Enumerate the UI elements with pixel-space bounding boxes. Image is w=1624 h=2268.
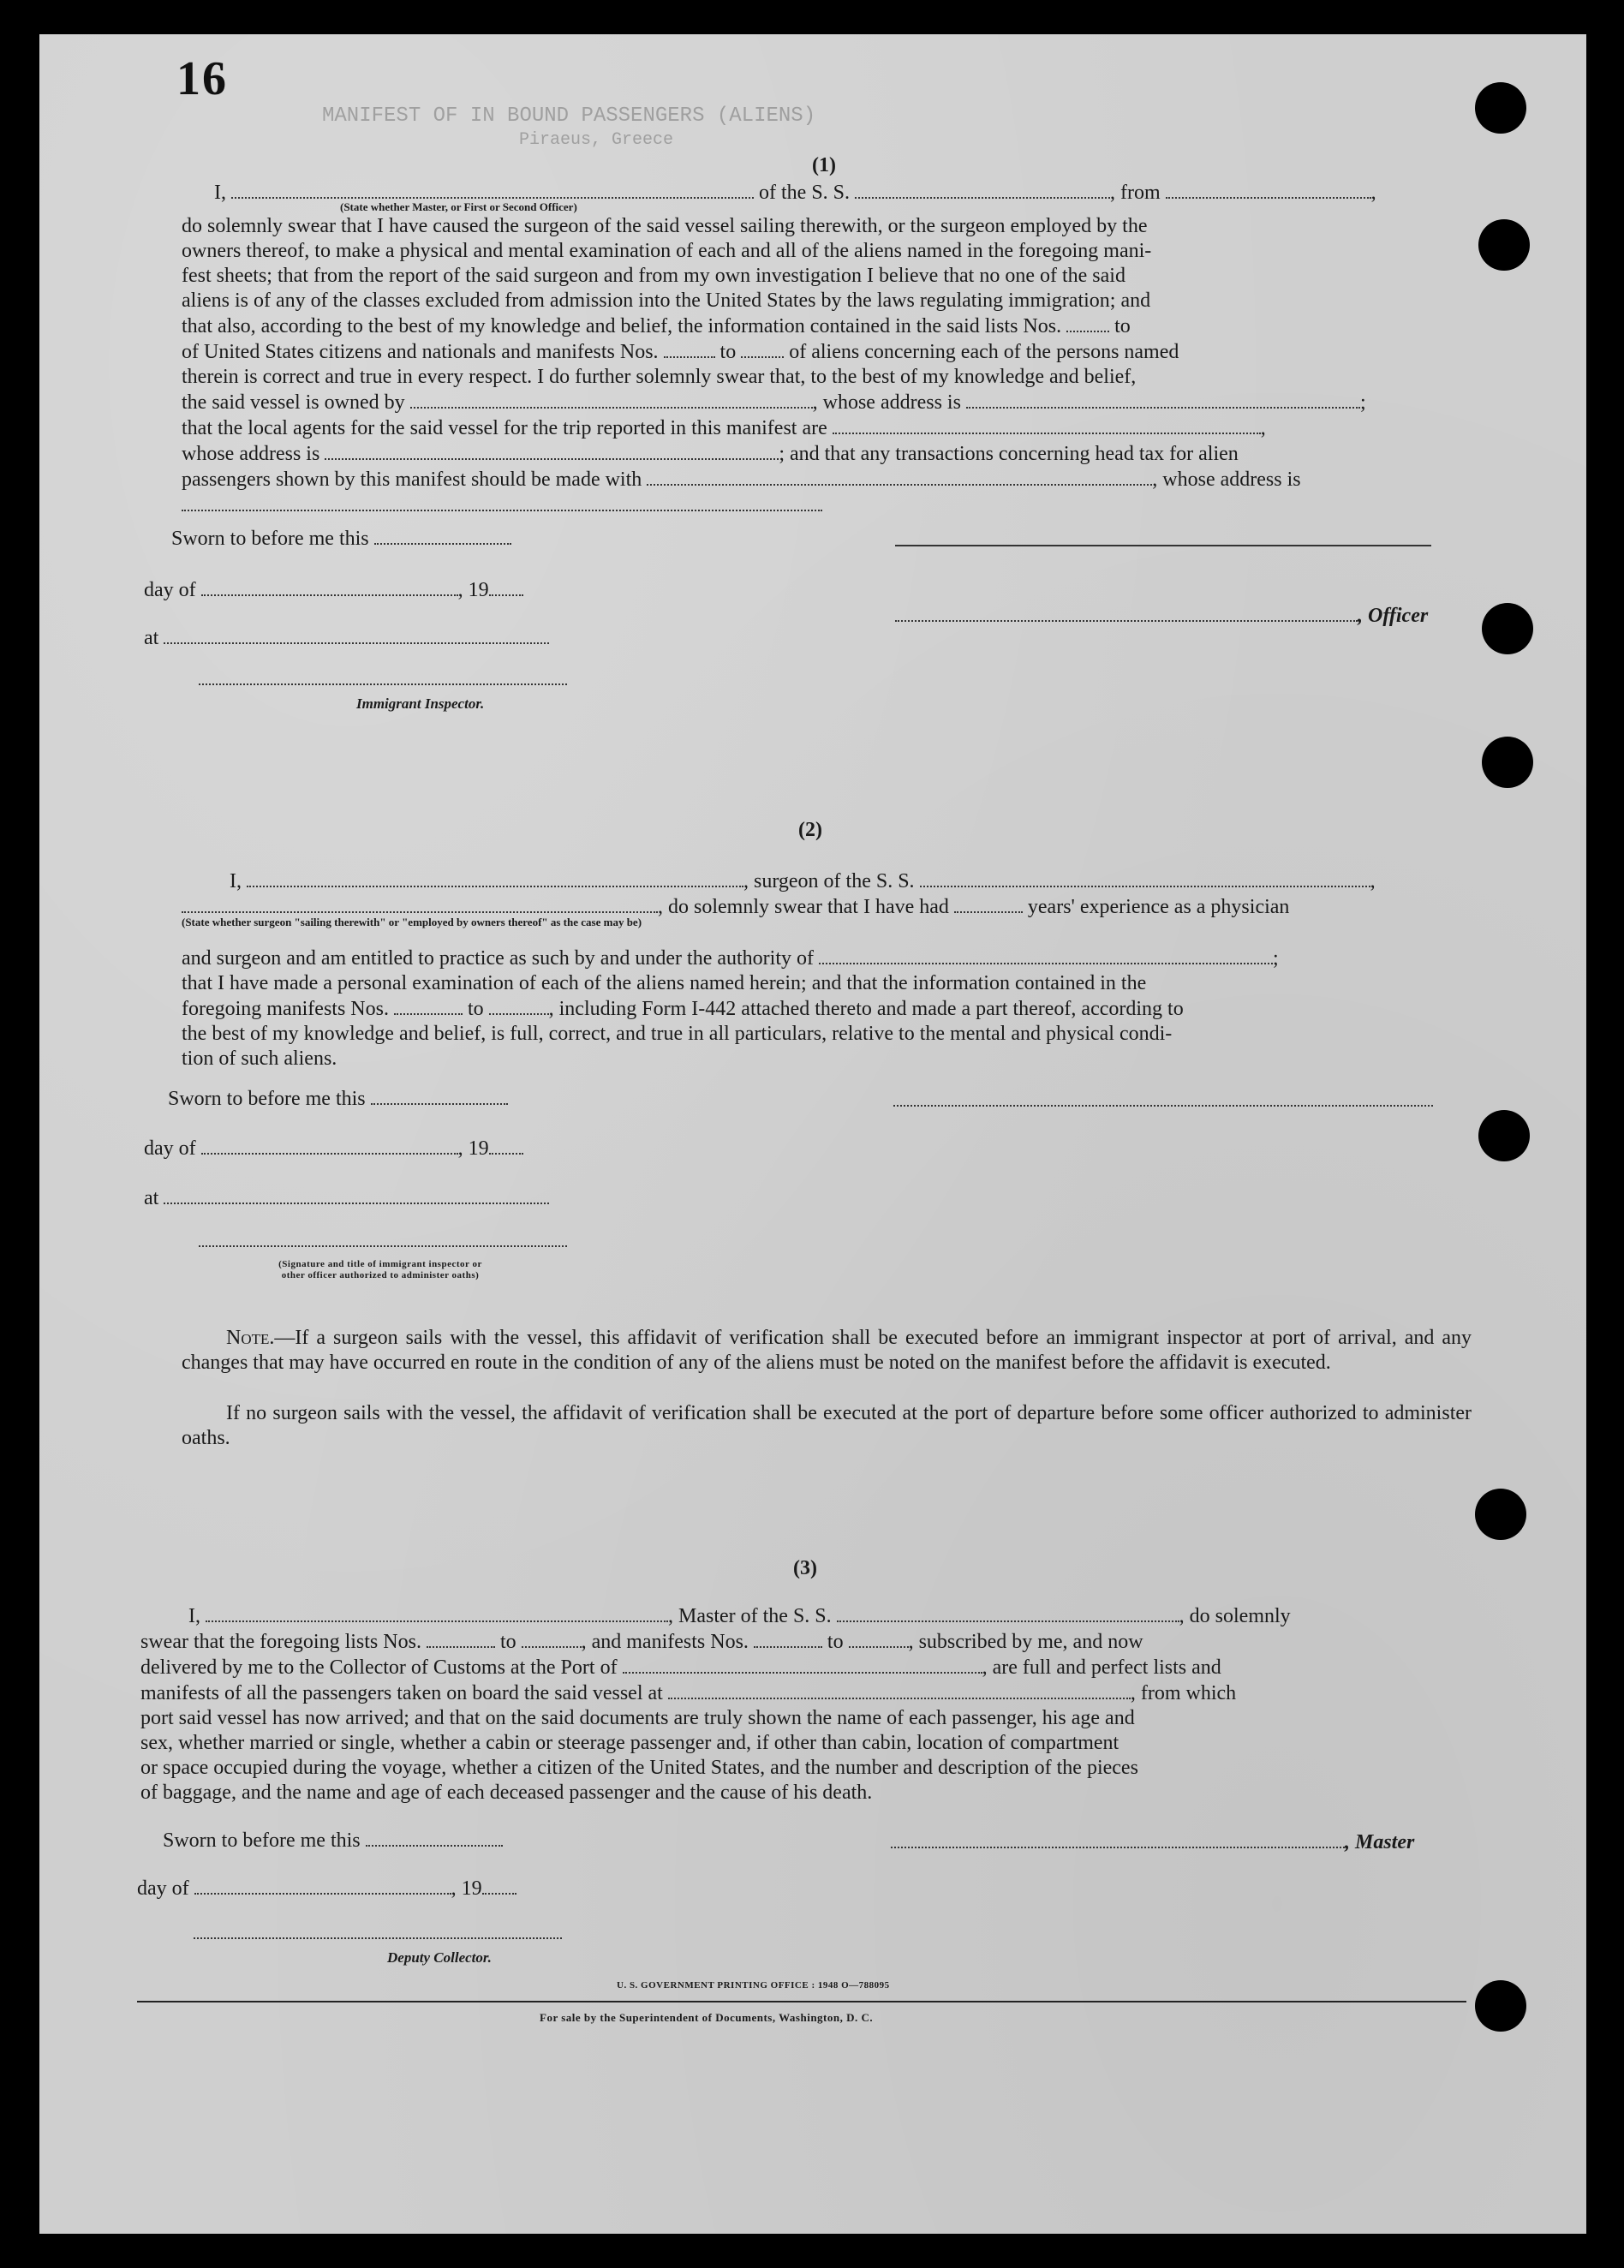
text: (Signature and title of immigrant inspector or [278, 1259, 482, 1269]
year-blank [482, 1876, 516, 1895]
oath-line [140, 1655, 1470, 1680]
year-blank [489, 577, 523, 596]
section-3-heading: (3) [793, 1557, 817, 1579]
day-blank [201, 1136, 458, 1155]
text: ; and that any transactions concerning head tax for alien [779, 443, 1239, 465]
text: , subscribed by me, and now [908, 1631, 1143, 1653]
oath-line: fest sheets; that from the report of the said surgeon and from my own investigation I believe that no one of the said [182, 265, 1125, 287]
year-blank [489, 1136, 523, 1155]
authority-blank [819, 946, 1273, 964]
text: whose address is [182, 443, 320, 465]
section-2-day [144, 1136, 523, 1161]
binder-hole [1482, 737, 1533, 788]
vessel-blank [837, 1603, 1179, 1622]
binder-hole [1475, 82, 1526, 134]
section-2-at [144, 1185, 549, 1210]
oath-line [182, 339, 1472, 365]
oath-line [140, 1680, 1470, 1706]
text: day of [144, 1137, 196, 1160]
text: to [719, 341, 737, 363]
text: , do solemnly [1179, 1605, 1291, 1627]
oath-line: sex, whether married or single, whether a cabin or steerage passenger and, if other than cabin, location of compartment [140, 1732, 1119, 1754]
text: passengers shown by this manifest should be made with [182, 469, 642, 491]
for-sale-line: For sale by the Superintendent of Documents, Washington, D. C. [540, 2011, 874, 2024]
section-1-heading: (1) [812, 154, 836, 176]
oath-line: of baggage, and the name and age of each deceased passenger and the cause of his death. [140, 1782, 873, 1804]
manifest-form-page [39, 34, 1586, 2234]
text: , from which [1130, 1682, 1237, 1704]
manifest-no-blank [489, 996, 549, 1015]
note-paragraph-1 [182, 1326, 1472, 1376]
surgeon-name-blank [247, 868, 743, 887]
sworn-date-blank [371, 1086, 508, 1105]
sworn-date-blank [374, 526, 511, 545]
owner-blank [410, 390, 813, 409]
section-3-oath [140, 1603, 1470, 1805]
agents-address-blank [325, 441, 779, 460]
oath-line: and surgeon and am entitled to practice as such by and under the authority of ; [182, 947, 1279, 970]
text: of aliens concerning each of the persons named [789, 341, 1179, 363]
text: —If a surgeon sails with the vessel, this affidavit of verification shall be executed before an immigrant inspector at port of arrival, and any changes that may have occurred en route in the condition of any of the aliens must be noted on the manifest before the affidavit is executed. [182, 1327, 1472, 1374]
text: to [1114, 315, 1131, 337]
footer-rule [137, 2001, 1466, 2002]
faded-stamp-line: MANIFEST OF IN BOUND PASSENGERS (ALIENS) [322, 104, 816, 128]
oath-line [182, 996, 1472, 1022]
officer-label: , Officer [1358, 605, 1429, 627]
text: other officer authorized to administer oaths) [281, 1270, 480, 1280]
oath-line [182, 492, 1472, 518]
manifest-no-blank [394, 996, 463, 1015]
master-label: , Master [1345, 1831, 1415, 1853]
text: of United States citizens and nationals and manifests Nos. [182, 341, 659, 363]
officer-note: (State whether Master, or First or Second Officer) [340, 200, 577, 213]
list-no-blank [522, 1629, 582, 1648]
text: , including Form I-442 attached thereto and made a part thereof, according to [548, 998, 1184, 1020]
section-3-master [891, 1829, 1414, 1854]
oath-line: I, , surgeon of the S. S. , [230, 870, 1376, 892]
oath-line: port said vessel has now arrived; and that on the said documents are truly shown the name of each passenger, his age and [140, 1707, 1135, 1729]
text: at [144, 627, 159, 649]
officer-signature-line [895, 545, 1431, 546]
text: foregoing manifests Nos. [182, 998, 389, 1020]
text: Sworn to before me this [168, 1088, 366, 1110]
oath-line: that I have made a personal examination of each of the aliens named herein; and that the information contained in the [182, 972, 1147, 994]
text: , are full and perfect lists and [982, 1656, 1221, 1679]
oath-line: that the local agents for the said vessel for the trip reported in this manifest are , [182, 417, 1266, 439]
text: that the local agents for the said vessel for the trip reported in this manifest are [182, 417, 827, 439]
officer-blank [231, 180, 754, 199]
text: , from [1110, 182, 1161, 204]
surgeon-signature-line [893, 1105, 1433, 1107]
text: of the S. S. [759, 182, 851, 204]
section-1-officer [895, 603, 1428, 628]
text: day of [137, 1877, 189, 1900]
manifest-no-blank [741, 339, 784, 358]
day-blank [201, 577, 458, 596]
text: I, [230, 870, 242, 892]
text: , do solemnly swear that I have had [658, 896, 949, 918]
text: at [144, 1187, 159, 1209]
section-2-sworn [168, 1086, 508, 1111]
vessel-blank [855, 180, 1110, 199]
text: , whose address is [1152, 469, 1301, 491]
collector-signature-line [194, 1937, 562, 1939]
text: to [499, 1631, 516, 1653]
oath-line [140, 1603, 1470, 1629]
text: years' experience as a physician [1027, 896, 1290, 918]
text: I, [188, 1605, 200, 1627]
inspector-signature-line [199, 1245, 567, 1247]
oath-line: aliens is of any of the classes excluded from admission into the United States by the laws regulating immigration; and [182, 289, 1151, 312]
list-no-blank [427, 1629, 495, 1648]
text: , and manifests Nos. [581, 1631, 749, 1653]
binder-hole [1478, 1110, 1530, 1161]
text: , 19 [457, 579, 489, 601]
text: delivered by me to the Collector of Customs at the Port of [140, 1656, 618, 1679]
manifest-no-blank [664, 339, 715, 358]
head-tax-blank [647, 467, 1152, 486]
text: , [1370, 182, 1376, 204]
list-no-blank [1066, 313, 1109, 332]
surgeon-type-blank [182, 894, 658, 913]
text: to [827, 1631, 844, 1653]
oath-line: the best of my knowledge and belief, is full, correct, and true in all particulars, relative to the mental and physical condi- [182, 1023, 1173, 1045]
note-paragraph-2: If no surgeon sails with the vessel, the affidavit of verification shall be executed at the port of departure before some officer authorized to administer oaths. [182, 1402, 1472, 1449]
oath-line [140, 1629, 1470, 1655]
text: , 19 [457, 1137, 489, 1160]
text: that also, according to the best of my knowledge and belief, the information contained in the said lists Nos. [182, 315, 1062, 337]
sworn-date-blank [366, 1828, 503, 1847]
note-label: Note. [226, 1327, 275, 1349]
text: day of [144, 579, 196, 601]
text: , 19 [451, 1877, 482, 1900]
inspector-signature-line [199, 683, 567, 685]
section-1-oath [182, 180, 1472, 518]
text: I, [214, 182, 226, 204]
oath-line [182, 313, 1472, 339]
section-2-heading: (2) [798, 819, 822, 841]
manifest-no-blank [849, 1629, 909, 1648]
section-2-oath [182, 868, 1472, 1071]
collector-label: Deputy Collector. [387, 1949, 492, 1966]
text: , whose address is [812, 391, 961, 414]
binder-hole [1475, 1489, 1526, 1540]
port-blank [623, 1655, 982, 1674]
master-signature-blank [891, 1829, 1345, 1848]
text: , surgeon of the S. S. [743, 870, 915, 892]
text: the said vessel is owned by [182, 391, 405, 414]
master-name-blank [206, 1603, 668, 1622]
binder-hole [1475, 1980, 1526, 2032]
oath-line: owners thereof, to make a physical and mental examination of each and all of the aliens named in the foregoing mani- [182, 240, 1152, 262]
oath-line: or space occupied during the voyage, whether a citizen of the United States, and the number and description of the pieces [140, 1757, 1138, 1779]
head-tax-address-blank [182, 492, 822, 511]
agents-blank [833, 415, 1261, 434]
departure-port-blank [668, 1680, 1131, 1699]
manifest-no-blank [754, 1629, 822, 1648]
officer-blank [895, 603, 1358, 622]
text: to [467, 998, 484, 1020]
day-blank [194, 1876, 451, 1895]
section-1-day [144, 577, 523, 602]
oath-line: do solemnly swear that I have caused the surgeon of the said vessel sailing therewith, or the surgeon employed by the [182, 215, 1148, 237]
text: manifests of all the passengers taken on board the said vessel at [140, 1682, 663, 1704]
at-blank [164, 625, 549, 644]
printing-office-line: U. S. GOVERNMENT PRINTING OFFICE : 1948 O—788095 [617, 1980, 890, 1990]
section-1-sworn [171, 526, 511, 551]
faded-stamp-line: Piraeus, Greece [519, 130, 674, 150]
vessel-blank [920, 868, 1370, 887]
oath-line: the said vessel is owned by , whose address is ; [182, 391, 1366, 414]
oath-line: therein is correct and true in every respect. I do further solemnly swear that, to the best of my knowledge and belief, [182, 366, 1137, 388]
binder-hole [1482, 603, 1533, 654]
text: swear that the foregoing lists Nos. [140, 1631, 421, 1653]
text: and surgeon and am entitled to practice as such by and under the authority of [182, 947, 814, 970]
oath-line: tion of such aliens. [182, 1047, 337, 1070]
text: Sworn to before me this [171, 528, 369, 550]
port-blank [1166, 180, 1371, 199]
at-blank [164, 1185, 549, 1204]
signature-title-note [209, 1259, 552, 1281]
section-1-at [144, 625, 549, 650]
text: Sworn to before me this [163, 1829, 361, 1852]
binder-hole [1478, 219, 1530, 271]
oath-line [182, 441, 1472, 467]
owner-address-blank [966, 390, 1360, 409]
inspector-label: Immigrant Inspector. [356, 695, 485, 712]
page-number: 16 [176, 52, 228, 105]
text: , Master of the S. S. [668, 1605, 832, 1627]
section-3-sworn [163, 1828, 503, 1853]
surgeon-note: (State whether surgeon "sailing therewith" or "employed by owners thereof" as the case may be) [182, 916, 642, 928]
years-blank [954, 894, 1023, 913]
oath-line [182, 467, 1472, 492]
section-3-day [137, 1876, 516, 1901]
